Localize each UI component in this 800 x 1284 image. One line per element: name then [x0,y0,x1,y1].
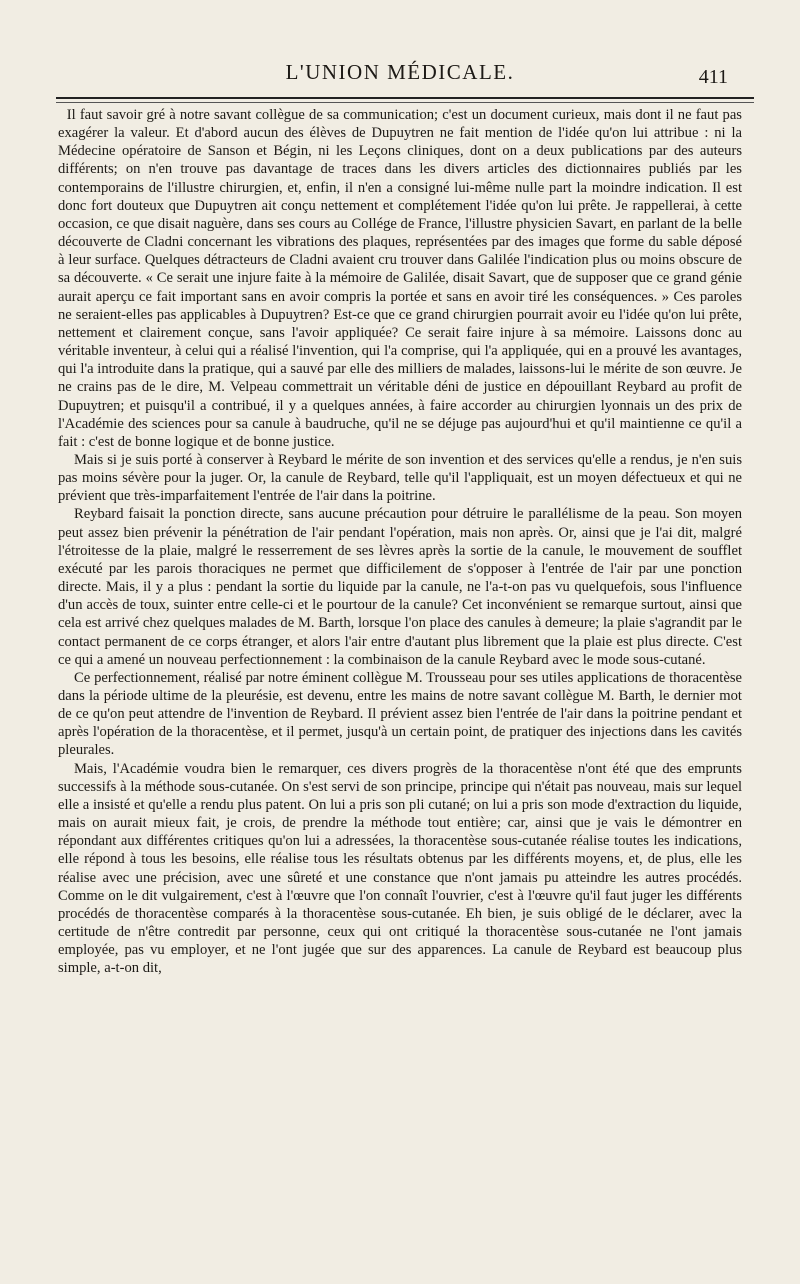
article-body [58,106,742,978]
page-number: 411 [698,66,728,88]
header-rule [56,97,754,103]
paragraph: Ce perfectionnement, réalisé par notre éminent collègue M. Trousseau pour ses utiles applications de thoracentèse dans la période ultime de la pleurésie, est devenu, entre les mains de notre savant collègue M. Barth, le dernier mot de ce qu'on peut attendre de l'invention de Reybard. Il prévient assez bien l'entrée de l'air dans la poitrine pendant et après l'opération de la thoracentèse, et il permet, jusqu'à un certain point, de pratiquer des injections dans les cavités pleurales. [58,669,742,759]
paragraph: Mais, l'Académie voudra bien le remarquer, ces divers progrès de la thoracentèse n'ont été que des emprunts successifs à la méthode sous-cutanée. On s'est servi de son principe, principe qui n'était pas nouveau, mais sur lequel elle a insisté et qu'elle a rendu plus patent. On lui a pris son pli cutané; on lui a pris son mode d'extraction du liquide, mais on aurait mieux fait, je crois, de prendre la méthode tout entière; car, ainsi que je vais le démontrer en répondant aux différentes critiques qu'on lui a adressées, la thoracentèse sous-cutanée réalise toutes les indications, elle répond à tous les besoins, elle réalise tous les résultats obtenus par les différents moyens, et, de plus, elle les réalise avec une précision, avec une sûreté et une constance que n'ont jamais pu atteindre les autres procédés. Comme on le dit vulgairement, c'est à l'œuvre que l'on connaît l'ouvrier, c'est à l'œuvre qu'il faut juger les différents procédés de thoracentèse comparés à la thoracentèse sous-cutanée. Eh bien, je suis obligé de le déclarer, avec la certitude de n'être contredit par personne, ceux qui ont critiqué la thoracentèse sous-cutanée ne l'ont jamais employée, pas vu employer, et ne l'ont jugée que sur des apparences. La canule de Reybard est beaucoup plus simple, a-t-on dit, [58,760,742,977]
paragraph: Reybard faisait la ponction directe, sans aucune précaution pour détruire le parallélisme de la peau. Son moyen peut assez bien prévenir la pénétration de l'air pendant l'opération, mais non après. Or, ainsi que je l'ai dit, malgré l'étroitesse de la plaie, malgré le resserrement de ses lèvres après la sortie de la canule, le mouvement de soufflet exécuté par les parois thoraciques ne permet que difficilement de s'opposer à l'entrée de l'air par une ponction directe. Mais, il y a plus : pendant la sortie du liquide par la canule, ne l'a-t-on pas vu quelquefois, sous l'influence d'un accès de toux, suinter entre celle-ci et le pourtour de la canule? Cet inconvénient se remarque surtout, ainsi que cela est arrivé chez quelques malades de M. Barth, lorsque l'on place des canules à demeure; la plaie s'agrandit par le contact permanent de ce corps étranger, et alors l'air entre d'autant plus librement que la plaie est plus directe. C'est ce qui a amené un nouveau perfectionnement : la combinaison de la canule Reybard avec le mode sous-cutané. [58,506,742,668]
paragraph: Il faut savoir gré à notre savant collègue de sa communication; c'est un document curieux, mais dont il ne faut pas exagérer la valeur. Et d'abord aucun des élèves de Dupuytren ne fait mention de l'idée qu'on lui attribue : ni la Médecine opératoire de Sanson et Bégin, ni les Leçons cliniques, dont on a deux publications par des auteurs différents; on n'en trouve pas davantage de traces dans les divers articles des dictionnaires publiés par les contemporains de l'illustre chirurgien, et, enfin, il n'en a consigné lui-même nulle part la moindre indication. Il est donc fort douteux que Dupuytren ait conçu nettement et complétement l'idée qu'on lui prête. Je rappellerai, à cette occasion, ce que disait naguère, dans ses cours au Collége de France, l'illustre physicien Savart, en parlant de la belle découverte de Cladni concernant les vibrations des plaques, représentées par des images que forme du sable déposé à leur surface. Quelques détracteurs de Cladni avaient cru trouver dans Galilée l'indication plus ou moins obscure de sa découverte. « Ce serait une injure faite à la mémoire de Galilée, disait Savart, que de supposer que ce grand génie aurait aperçu ce fait important sans en avoir compris la portée et sans en avoir tiré les conséquences. » Ces paroles ne seraient-elles pas applicables à Dupuytren? Est-ce que ce grand chirurgien pourrait avoir eu l'idée qu'on lui prête, nettement et clairement conçue, sans l'avoir appliquée? Ce serait faire injure à sa mémoire. Laissons donc au véritable inventeur, à celui qui a réalisé l'invention, qui l'a comprise, qui l'a appliquée, qui en a prouvé les avantages, qui l'a introduite dans la pratique, qui a sauvé par elle des milliers de malades, laissons-lui le mérite de son œuvre. Je ne crains pas de le dire, M. Velpeau commettrait un véritable déni de justice en dépouillant Reybard au profit de Dupuytren; et puisqu'il a contribué, il y a quelques années, à faire accorder au chirurgien lyonnais un des prix de l'Académie des sciences pour sa canule à baudruche, qu'il ne se déjuge pas aujourd'hui et qu'il maintienne ce qu'il a fait : c'est de bonne logique et de bonne justice. [58,107,742,450]
running-header [50,58,750,92]
journal-title: L'UNION MÉDICALE. [285,60,515,84]
paragraph: Mais si je suis porté à conserver à Reybard le mérite de son invention et des services qu'elle a rendus, je n'en suis pas moins sévère pour la juger. Or, la canule de Reybard, telle qu'il l'appliquait, est un moyen défectueux et qui ne prévient que très-imparfaitement l'entrée de l'air dans la poitrine. [58,451,742,505]
